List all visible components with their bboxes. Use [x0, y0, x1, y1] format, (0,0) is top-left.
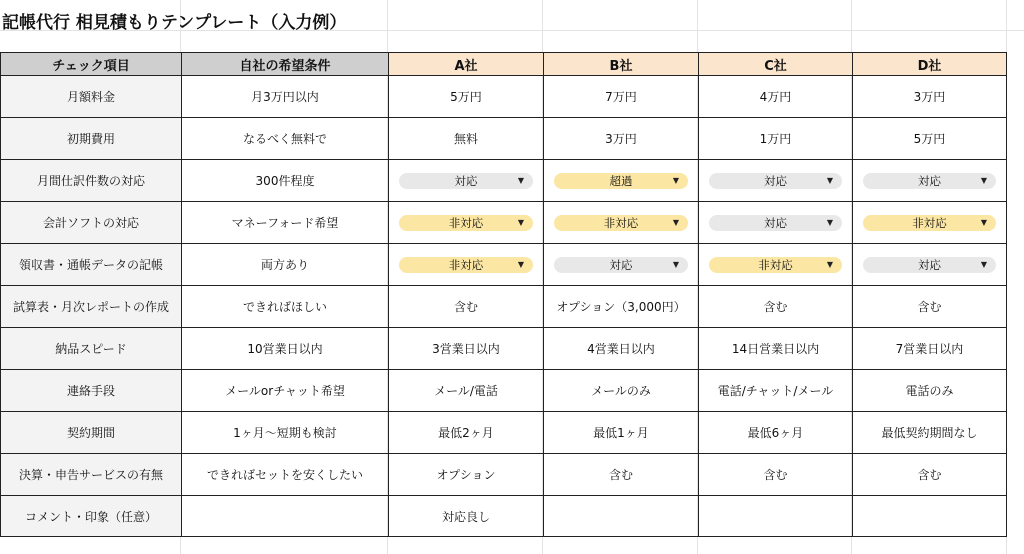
- dropdown-value: 非対応: [448, 215, 484, 230]
- company-value-cell[interactable]: [544, 496, 699, 537]
- company-value-cell[interactable]: 対応良し: [389, 496, 544, 537]
- dropdown-cell[interactable]: [389, 244, 544, 286]
- own-condition-cell[interactable]: 月3万円以内: [182, 76, 389, 118]
- header-company-d[interactable]: D社: [853, 53, 1007, 76]
- own-condition-cell[interactable]: 両方あり: [182, 244, 389, 286]
- quote-comparison-table: [0, 52, 1007, 537]
- status-dropdown[interactable]: [554, 215, 688, 231]
- status-dropdown[interactable]: [709, 215, 842, 231]
- dropdown-value: 対応: [454, 173, 478, 188]
- dropdown-cell[interactable]: [699, 244, 853, 286]
- company-value-cell[interactable]: 7営業日以内: [853, 328, 1007, 370]
- row-label-cell[interactable]: 初期費用: [1, 118, 182, 160]
- status-dropdown[interactable]: [863, 215, 996, 231]
- status-dropdown[interactable]: [709, 257, 842, 273]
- company-value-cell[interactable]: メールのみ: [544, 370, 699, 412]
- dropdown-value: 非対応: [912, 215, 947, 230]
- status-dropdown[interactable]: [399, 257, 533, 273]
- own-condition-cell[interactable]: できればほしい: [182, 286, 389, 328]
- company-value-cell[interactable]: 5万円: [853, 118, 1007, 160]
- company-value-cell[interactable]: 含む: [853, 286, 1007, 328]
- row-label-cell[interactable]: 領収書・通帳データの記帳: [1, 244, 182, 286]
- own-condition-cell[interactable]: 1ヶ月〜短期も検討: [182, 412, 389, 454]
- dropdown-cell[interactable]: [853, 160, 1007, 202]
- table-row: [1, 286, 1007, 328]
- dropdown-arrow-icon[interactable]: ▼: [672, 217, 679, 227]
- table-row: [1, 412, 1007, 454]
- row-label-cell[interactable]: 連絡手段: [1, 370, 182, 412]
- row-label-cell[interactable]: 納品スピード: [1, 328, 182, 370]
- table-row: [1, 160, 1007, 202]
- dropdown-value: 非対応: [448, 257, 484, 272]
- row-label-cell[interactable]: 月額料金: [1, 76, 182, 118]
- company-value-cell[interactable]: 4万円: [699, 76, 853, 118]
- table-row: [1, 76, 1007, 118]
- dropdown-arrow-icon[interactable]: ▼: [517, 175, 524, 185]
- dropdown-arrow-icon[interactable]: ▼: [980, 259, 987, 269]
- header-check-item[interactable]: チェック項目: [1, 53, 182, 76]
- table-row: [1, 244, 1007, 286]
- dropdown-value: 非対応: [758, 257, 793, 272]
- company-value-cell[interactable]: 3万円: [853, 76, 1007, 118]
- header-row: [1, 53, 1007, 76]
- company-value-cell[interactable]: 3営業日以内: [389, 328, 544, 370]
- row-label-cell[interactable]: 会計ソフトの対応: [1, 202, 182, 244]
- table-row: [1, 202, 1007, 244]
- own-condition-cell[interactable]: なるべく無料で: [182, 118, 389, 160]
- dropdown-arrow-icon[interactable]: ▼: [980, 175, 987, 185]
- dropdown-cell[interactable]: [699, 202, 853, 244]
- table-row: [1, 118, 1007, 160]
- dropdown-value: 超過: [609, 173, 633, 188]
- dropdown-cell[interactable]: [853, 244, 1007, 286]
- dropdown-cell[interactable]: [699, 160, 853, 202]
- dropdown-arrow-icon[interactable]: ▼: [517, 217, 524, 227]
- header-company-b[interactable]: B社: [544, 53, 699, 76]
- table-row: [1, 328, 1007, 370]
- dropdown-cell[interactable]: [544, 244, 699, 286]
- row-label-cell[interactable]: 契約期間: [1, 412, 182, 454]
- company-value-cell[interactable]: 電話のみ: [853, 370, 1007, 412]
- company-value-cell[interactable]: 電話/チャット/メール: [699, 370, 853, 412]
- company-value-cell[interactable]: 3万円: [544, 118, 699, 160]
- status-dropdown[interactable]: [399, 173, 533, 189]
- dropdown-value: 対応: [764, 215, 787, 230]
- table-row: [1, 496, 1007, 537]
- company-value-cell[interactable]: 1万円: [699, 118, 853, 160]
- own-condition-cell[interactable]: [182, 496, 389, 537]
- status-dropdown[interactable]: [554, 173, 688, 189]
- own-condition-cell[interactable]: メールorチャット希望: [182, 370, 389, 412]
- dropdown-arrow-icon[interactable]: ▼: [826, 259, 833, 269]
- company-value-cell[interactable]: 含む: [699, 286, 853, 328]
- status-dropdown[interactable]: [709, 173, 842, 189]
- row-label-cell[interactable]: 決算・申告サービスの有無: [1, 454, 182, 496]
- dropdown-cell[interactable]: [389, 160, 544, 202]
- company-value-cell[interactable]: 含む: [389, 286, 544, 328]
- row-label-cell[interactable]: コメント・印象（任意）: [1, 496, 182, 537]
- company-value-cell[interactable]: 最低6ヶ月: [699, 412, 853, 454]
- company-value-cell[interactable]: 14日営業日以内: [699, 328, 853, 370]
- company-value-cell[interactable]: 5万円: [389, 76, 544, 118]
- header-company-a[interactable]: A社: [389, 53, 544, 76]
- dropdown-arrow-icon[interactable]: ▼: [672, 259, 679, 269]
- dropdown-arrow-icon[interactable]: ▼: [826, 175, 833, 185]
- dropdown-value: 対応: [609, 257, 633, 272]
- company-value-cell[interactable]: オプション（3,000円）: [544, 286, 699, 328]
- header-company-c[interactable]: C社: [699, 53, 853, 76]
- dropdown-cell[interactable]: [544, 160, 699, 202]
- dropdown-value: 対応: [764, 173, 787, 188]
- company-value-cell[interactable]: 含む: [699, 454, 853, 496]
- row-label-cell[interactable]: 試算表・月次レポートの作成: [1, 286, 182, 328]
- status-dropdown[interactable]: [863, 173, 996, 189]
- company-value-cell[interactable]: [699, 496, 853, 537]
- company-value-cell[interactable]: 含む: [544, 454, 699, 496]
- company-value-cell[interactable]: 7万円: [544, 76, 699, 118]
- company-value-cell[interactable]: 無料: [389, 118, 544, 160]
- sheet-title: 記帳代行 相見積もりテンプレート（入力例）: [2, 13, 347, 33]
- dropdown-value: 対応: [918, 257, 941, 272]
- company-value-cell[interactable]: [853, 496, 1007, 537]
- company-value-cell[interactable]: 最低1ヶ月: [544, 412, 699, 454]
- table-row: [1, 370, 1007, 412]
- dropdown-value: 非対応: [603, 215, 639, 230]
- company-value-cell[interactable]: 最低2ヶ月: [389, 412, 544, 454]
- company-value-cell[interactable]: 最低契約期間なし: [853, 412, 1007, 454]
- dropdown-arrow-icon[interactable]: ▼: [826, 217, 833, 227]
- status-dropdown[interactable]: [399, 215, 533, 231]
- table-row: [1, 454, 1007, 496]
- company-value-cell[interactable]: 含む: [853, 454, 1007, 496]
- dropdown-arrow-icon[interactable]: ▼: [517, 259, 524, 269]
- company-value-cell[interactable]: オプション: [389, 454, 544, 496]
- dropdown-cell[interactable]: [389, 202, 544, 244]
- dropdown-arrow-icon[interactable]: ▼: [672, 175, 679, 185]
- company-value-cell[interactable]: メール/電話: [389, 370, 544, 412]
- status-dropdown[interactable]: [554, 257, 688, 273]
- dropdown-arrow-icon[interactable]: ▼: [980, 217, 987, 227]
- dropdown-cell[interactable]: [544, 202, 699, 244]
- own-condition-cell[interactable]: マネーフォード希望: [182, 202, 389, 244]
- own-condition-cell[interactable]: 300件程度: [182, 160, 389, 202]
- own-condition-cell[interactable]: できればセットを安くしたい: [182, 454, 389, 496]
- dropdown-cell[interactable]: [853, 202, 1007, 244]
- status-dropdown[interactable]: [863, 257, 996, 273]
- company-value-cell[interactable]: 4営業日以内: [544, 328, 699, 370]
- header-own-conditions[interactable]: 自社の希望条件: [182, 53, 389, 76]
- dropdown-value: 対応: [918, 173, 941, 188]
- row-label-cell[interactable]: 月間仕訳件数の対応: [1, 160, 182, 202]
- own-condition-cell[interactable]: 10営業日以内: [182, 328, 389, 370]
